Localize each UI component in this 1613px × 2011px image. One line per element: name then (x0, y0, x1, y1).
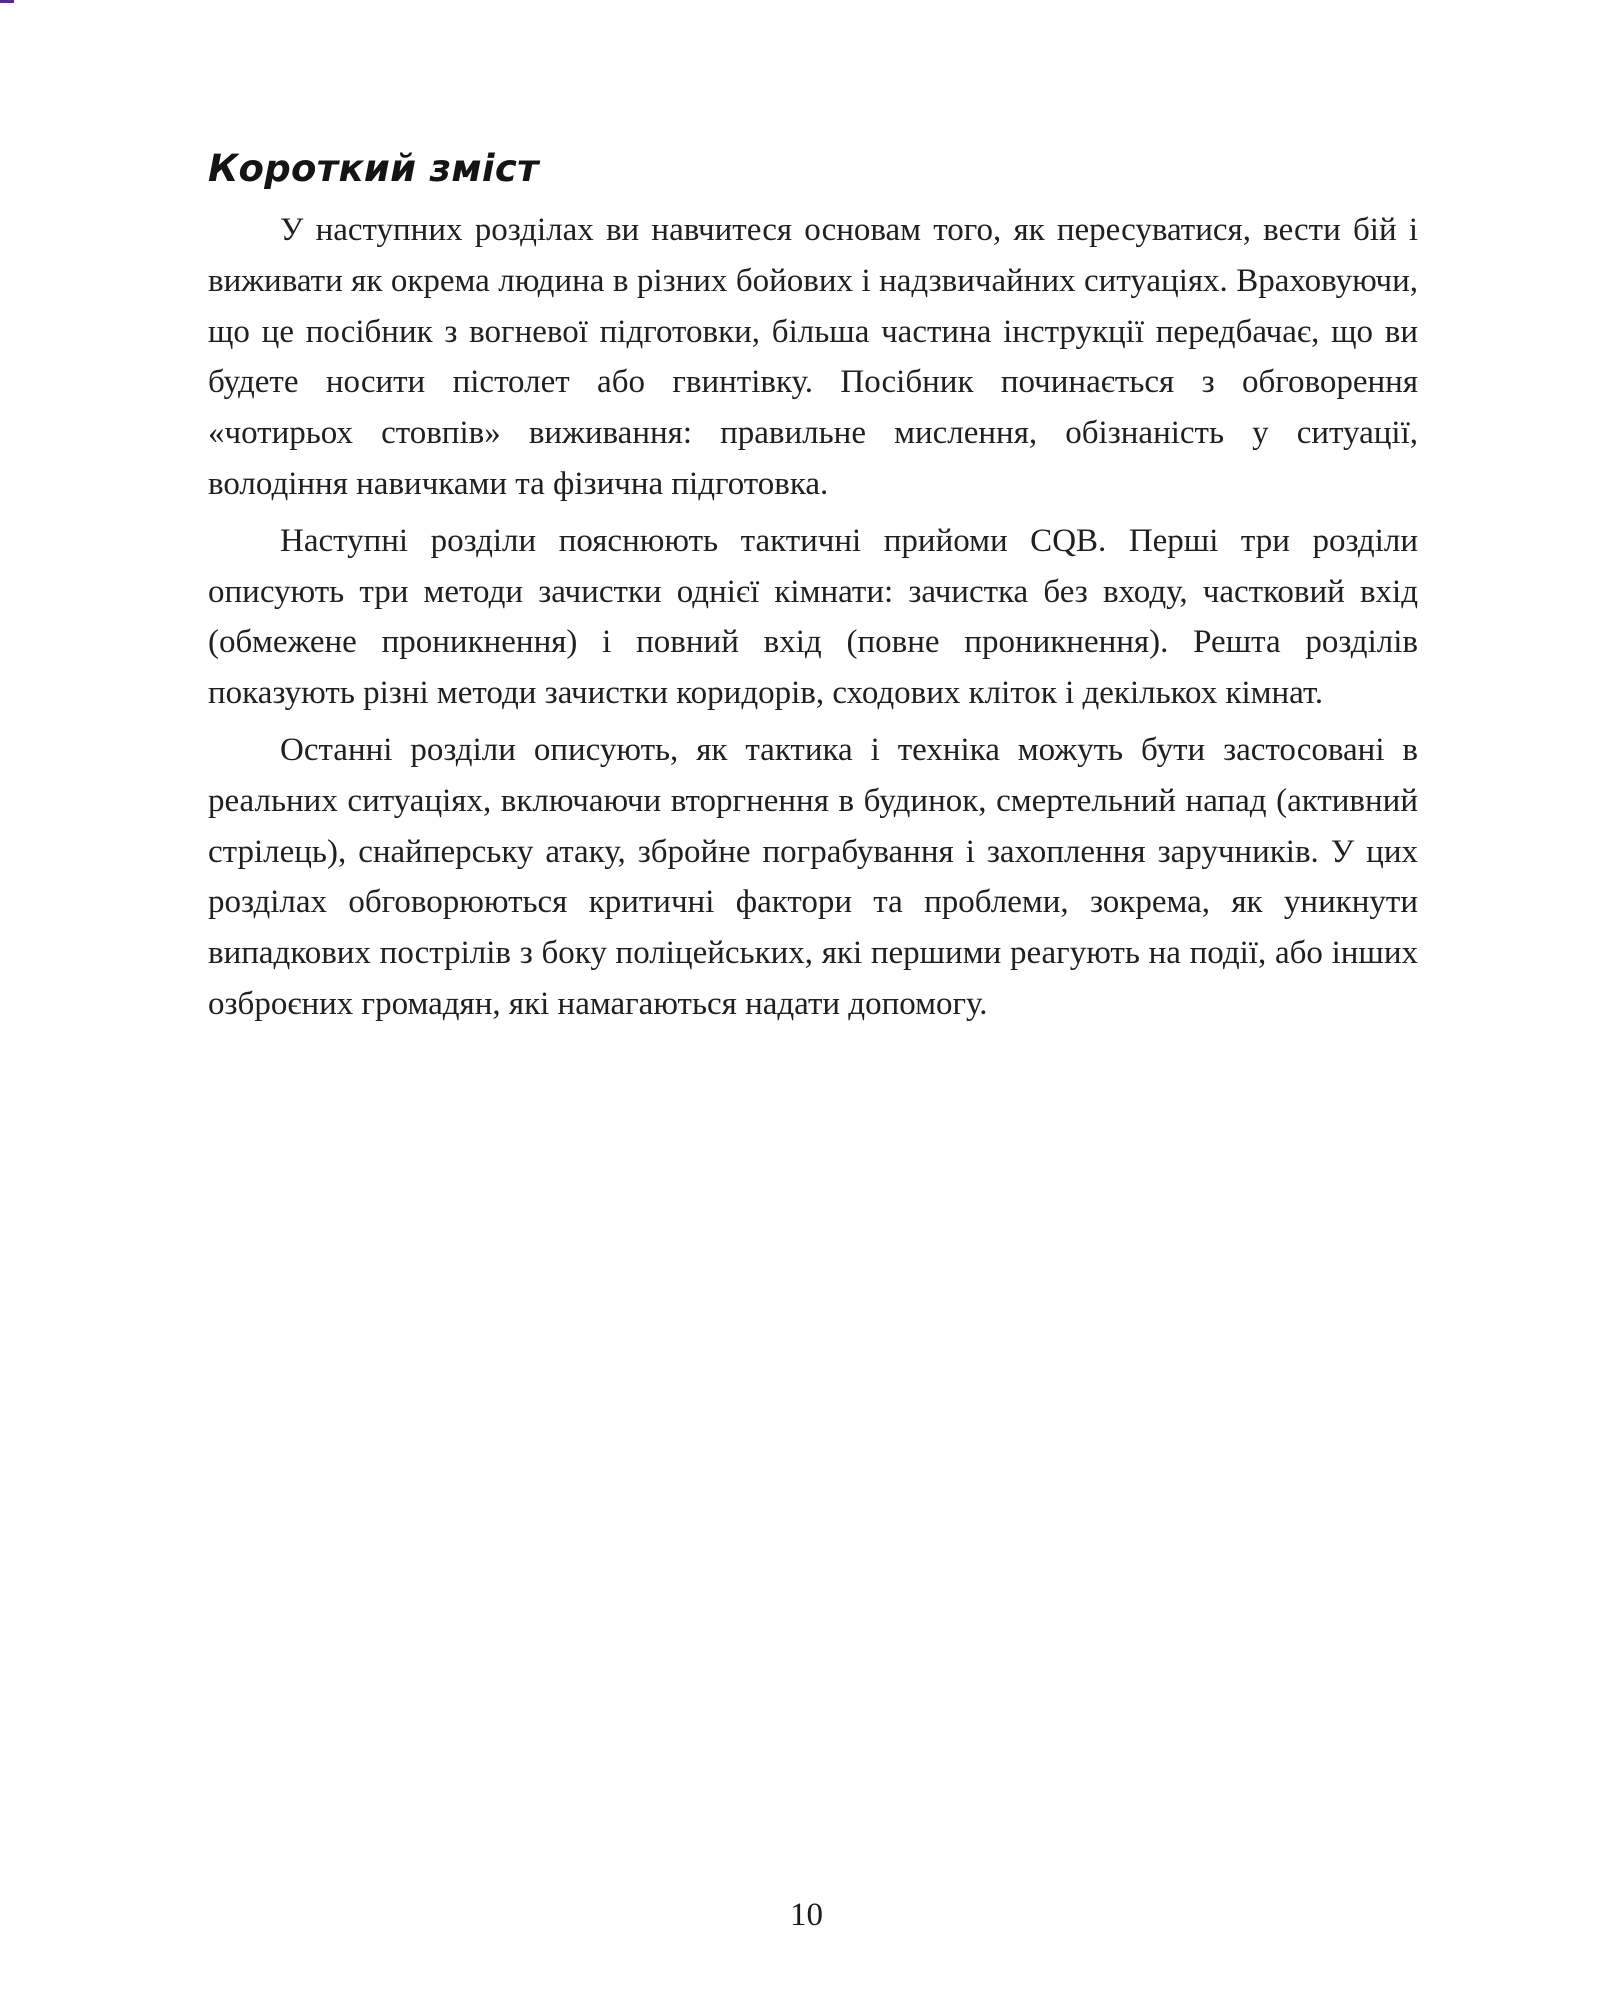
section-heading: Короткий зміст (208, 147, 539, 190)
paragraph-2: Наступні розділи пояснюють тактичні прийоми CQB. Перші три розділи описують три методи зачистки однієї кімнати: зачистка без входу, частковий вхід (обмежене проникнення) і повний вхід (повне проникнення). Решта розділів показують різні методи зачистки коридорів, сходових кліток і декількох кімнат. (208, 522, 1418, 712)
paragraph-1: У наступних розділах ви навчитеся основам того, як пересуватися, вести бій і виживати як окрема людина в різних бойових і надзвичайних ситуаціях. Враховуючи, що це посібник з вогневої підготовки, більша частина інструкції передбачає, що ви будете носити пістолет або гвинтівку. Посібник починається з обговорення «чотирьох стовпів» виживання: правильне мислення, обізнаність у ситуації, володіння навичками та фізична підготовка. (208, 212, 1418, 502)
paragraph-3: Останні розділи описують, як тактика і техніка можуть бути застосовані в реальних ситуаціях, включаючи вторгнення в будинок, смертельний напад (активний стрілець), снайперську атаку, збройне пограбування і захоплення заручників. У цих розділах обговорюються критичні фактори та проблеми, зокрема, як уникнути випадкових пострілів з боку поліцейських, які першими реагують на події, або інших озброєних громадян, які намагаються надати допомогу. (208, 731, 1418, 1022)
scan-corner-mark (0, 0, 14, 3)
page-number: 10 (790, 1897, 823, 1933)
page-content (208, 147, 1418, 1036)
